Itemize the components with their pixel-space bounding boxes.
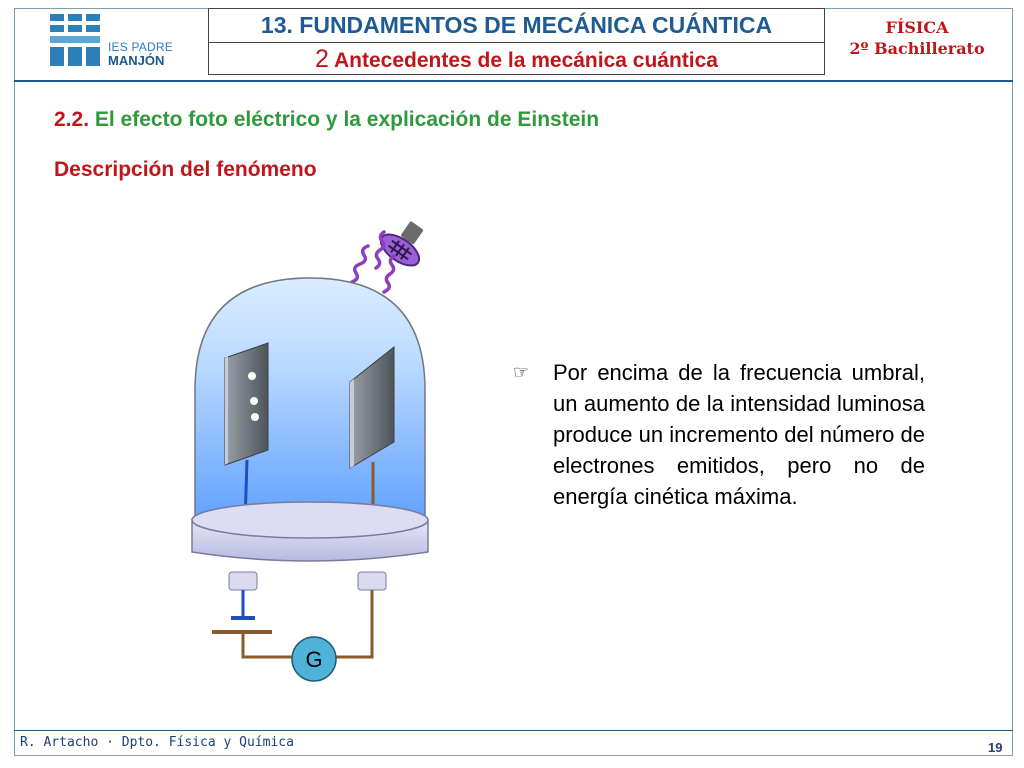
section-subtitle: Descripción del fenómeno xyxy=(54,158,317,181)
header-divider xyxy=(14,80,1013,82)
photoelectric-diagram xyxy=(180,210,480,690)
title-box xyxy=(208,8,825,75)
dome-base xyxy=(192,502,428,561)
circuit-wire-left xyxy=(243,632,292,657)
subject-name: FÍSICA xyxy=(885,18,949,37)
cathode-plate xyxy=(225,343,268,465)
logo-grid-icon xyxy=(50,14,102,66)
circuit-wire-right xyxy=(336,590,372,657)
subject-label xyxy=(832,18,1002,58)
chapter-number: 2 xyxy=(315,45,329,73)
logo-line1: IES PADRE xyxy=(108,40,173,54)
left-foot xyxy=(229,572,257,590)
section-title: El efecto foto eléctrico y la explicación de Einstein xyxy=(94,108,600,131)
chapter-text: Antecedentes de la mecánica cuántica xyxy=(333,49,718,72)
footer-divider xyxy=(14,730,1013,731)
school-logo xyxy=(50,14,180,72)
bullet-point xyxy=(513,357,925,512)
pointing-hand-icon: ☞ xyxy=(513,362,530,383)
unit-title: 13. FUNDAMENTOS DE MECÁNICA CUÁNTICA xyxy=(209,9,824,43)
right-foot xyxy=(358,572,386,590)
logo-line2: MANJÓN xyxy=(108,53,165,68)
galvanometer-label: G xyxy=(305,647,323,672)
chapter-title xyxy=(209,43,824,75)
page-number: 19 xyxy=(988,740,1003,755)
course-name: 2º Bachillerato xyxy=(849,39,985,58)
section-number: 2.2. xyxy=(54,108,90,131)
section-heading xyxy=(54,108,599,132)
bullet-text: Por encima de la frecuencia umbral, un aumento de la intensidad luminosa produce un incremento del número de electrones emitidos, pero no de energía cinética máxima. xyxy=(553,360,925,509)
footer-author: R. Artacho · Dpto. Física y Química xyxy=(20,735,294,750)
